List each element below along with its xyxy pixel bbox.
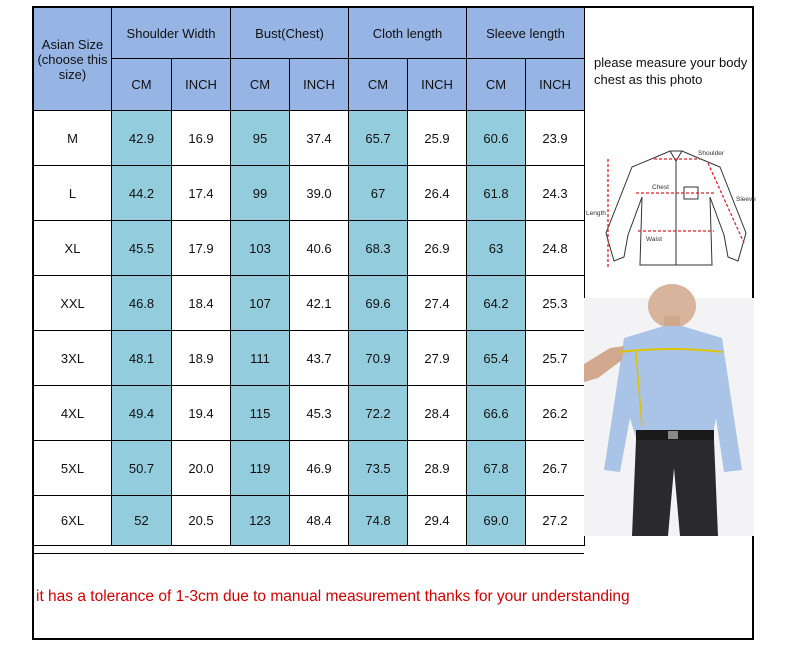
inch-value-cell: 29.4 xyxy=(408,496,467,546)
cm-value-cell: 52 xyxy=(112,496,172,546)
cm-value-cell: 42.9 xyxy=(112,111,172,166)
cloth-length-header: Cloth length xyxy=(349,8,467,59)
cm-value-cell: 73.5 xyxy=(349,441,408,496)
size-cell: 5XL xyxy=(34,441,112,496)
table-row xyxy=(34,221,585,276)
cm-value-cell: 44.2 xyxy=(112,166,172,221)
inch-value-cell: 24.8 xyxy=(526,221,585,276)
cm-value-cell: 61.8 xyxy=(467,166,526,221)
unit-cm-header: CM xyxy=(349,59,408,111)
unit-cm-header: CM xyxy=(231,59,290,111)
table-row xyxy=(34,331,585,386)
unit-inch-header: INCH xyxy=(172,59,231,111)
cm-value-cell: 72.2 xyxy=(349,386,408,441)
inch-value-cell: 16.9 xyxy=(172,111,231,166)
cm-value-cell: 67 xyxy=(349,166,408,221)
waist-label: Waist xyxy=(646,236,663,243)
cm-value-cell: 111 xyxy=(231,331,290,386)
sleeve-label: Sleeve xyxy=(736,196,756,203)
size-cell: XL xyxy=(34,221,112,276)
inch-value-cell: 43.7 xyxy=(290,331,349,386)
sleeve-length-header: Sleeve length xyxy=(467,8,585,59)
size-header: Asian Size (choose this size) xyxy=(34,8,112,111)
cm-value-cell: 67.8 xyxy=(467,441,526,496)
inch-value-cell: 20.0 xyxy=(172,441,231,496)
cm-value-cell: 123 xyxy=(231,496,290,546)
cm-value-cell: 115 xyxy=(231,386,290,441)
cm-value-cell: 107 xyxy=(231,276,290,331)
inch-value-cell: 17.9 xyxy=(172,221,231,276)
size-cell: 4XL xyxy=(34,386,112,441)
inch-value-cell: 20.5 xyxy=(172,496,231,546)
cm-value-cell: 46.8 xyxy=(112,276,172,331)
shoulder-label: Shoulder xyxy=(698,150,725,157)
inch-value-cell: 37.4 xyxy=(290,111,349,166)
cm-value-cell: 69.0 xyxy=(467,496,526,546)
cm-value-cell: 119 xyxy=(231,441,290,496)
size-cell: XXL xyxy=(34,276,112,331)
cm-value-cell: 63 xyxy=(467,221,526,276)
inch-value-cell: 18.4 xyxy=(172,276,231,331)
tolerance-note: it has a tolerance of 1-3cm due to manual measurement thanks for your understanding xyxy=(36,588,630,605)
chest-label: Chest xyxy=(652,184,669,191)
inch-value-cell: 26.9 xyxy=(408,221,467,276)
cm-value-cell: 103 xyxy=(231,221,290,276)
unit-inch-header: INCH xyxy=(526,59,585,111)
cm-value-cell: 69.6 xyxy=(349,276,408,331)
unit-cm-header: CM xyxy=(112,59,172,111)
inch-value-cell: 17.4 xyxy=(172,166,231,221)
inch-value-cell: 42.1 xyxy=(290,276,349,331)
table-row xyxy=(34,111,585,166)
cm-value-cell: 65.4 xyxy=(467,331,526,386)
unit-cm-header: CM xyxy=(467,59,526,111)
inch-value-cell: 26.4 xyxy=(408,166,467,221)
shoulder-width-header: Shoulder Width xyxy=(112,8,231,59)
table-row xyxy=(34,166,585,221)
size-cell: 3XL xyxy=(34,331,112,386)
size-chart-table xyxy=(33,7,585,546)
cm-value-cell: 48.1 xyxy=(112,331,172,386)
inch-value-cell: 19.4 xyxy=(172,386,231,441)
size-cell: 6XL xyxy=(34,496,112,546)
measure-instruction: please measure your body chest as this photo xyxy=(594,55,748,87)
inch-value-cell: 25.3 xyxy=(526,276,585,331)
inch-value-cell: 45.3 xyxy=(290,386,349,441)
table-row xyxy=(34,276,585,331)
cm-value-cell: 74.8 xyxy=(349,496,408,546)
inch-value-cell: 27.9 xyxy=(408,331,467,386)
inch-value-cell: 27.4 xyxy=(408,276,467,331)
shirt-measurement-diagram xyxy=(586,145,756,277)
model-measurement-photo xyxy=(584,298,754,536)
table-row xyxy=(34,386,585,441)
inch-value-cell: 27.2 xyxy=(526,496,585,546)
inch-value-cell: 26.7 xyxy=(526,441,585,496)
cm-value-cell: 65.7 xyxy=(349,111,408,166)
bust-header: Bust(Chest) xyxy=(231,8,349,59)
cm-value-cell: 99 xyxy=(231,166,290,221)
cm-value-cell: 66.6 xyxy=(467,386,526,441)
size-cell: L xyxy=(34,166,112,221)
inch-value-cell: 26.2 xyxy=(526,386,585,441)
inch-value-cell: 46.9 xyxy=(290,441,349,496)
length-label: Length xyxy=(586,210,606,217)
inch-value-cell: 39.0 xyxy=(290,166,349,221)
cm-value-cell: 95 xyxy=(231,111,290,166)
inch-value-cell: 25.7 xyxy=(526,331,585,386)
inch-value-cell: 40.6 xyxy=(290,221,349,276)
cm-value-cell: 45.5 xyxy=(112,221,172,276)
inch-value-cell: 24.3 xyxy=(526,166,585,221)
cm-value-cell: 70.9 xyxy=(349,331,408,386)
cm-value-cell: 68.3 xyxy=(349,221,408,276)
unit-inch-header: INCH xyxy=(290,59,349,111)
inch-value-cell: 23.9 xyxy=(526,111,585,166)
cm-value-cell: 50.7 xyxy=(112,441,172,496)
cm-value-cell: 64.2 xyxy=(467,276,526,331)
inch-value-cell: 28.4 xyxy=(408,386,467,441)
size-cell: M xyxy=(34,111,112,166)
cm-value-cell: 60.6 xyxy=(467,111,526,166)
inch-value-cell: 18.9 xyxy=(172,331,231,386)
inch-value-cell: 28.9 xyxy=(408,441,467,496)
inch-value-cell: 48.4 xyxy=(290,496,349,546)
inch-value-cell: 25.9 xyxy=(408,111,467,166)
table-bottom-divider xyxy=(32,553,584,554)
table-row xyxy=(34,496,585,546)
cm-value-cell: 49.4 xyxy=(112,386,172,441)
table-row xyxy=(34,441,585,496)
unit-inch-header: INCH xyxy=(408,59,467,111)
